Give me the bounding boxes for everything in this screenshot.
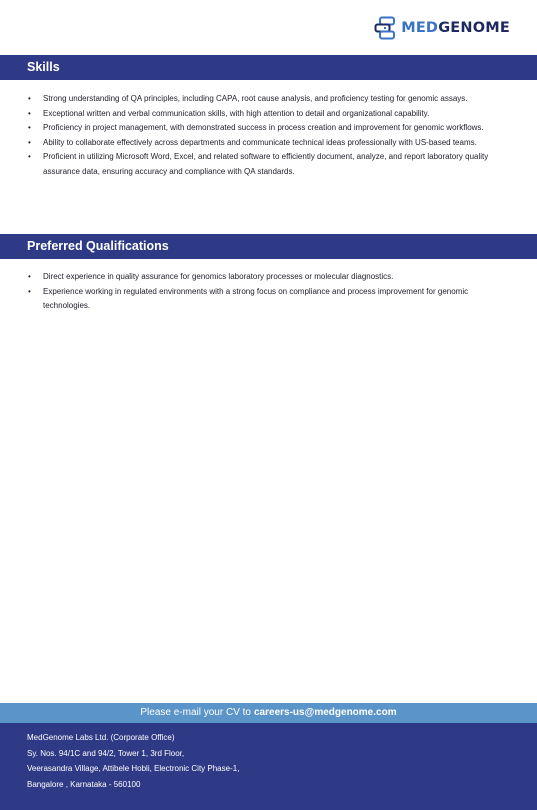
address-line: Veerasandra Village, Attibele Hobli, Electronic City Phase-1, [27, 764, 240, 773]
skills-list [28, 92, 513, 179]
logo-genome-text: GENOME [438, 20, 510, 36]
logo-med-text: MED [401, 20, 439, 36]
logo-wordmark [401, 20, 510, 36]
address-line: Sy. Nos. 94/1C and 94/2, Tower 1, 3rd Floor, [27, 748, 185, 758]
preferred-qualifications-heading: Preferred Qualifications [0, 234, 537, 259]
address-line: MedGenome Labs Ltd. (Corporate Office) [27, 733, 175, 742]
list-item: • Proficiency in project management, with demonstrated success in process creation and improvement for genomic workflows. [28, 121, 513, 136]
list-item: • Direct experience in quality assurance for genomics laboratory processes or molecular diagnostics. [28, 270, 513, 285]
list-item: • Experience working in regulated environments with a strong focus on compliance and process improvement for genomic technologies. [28, 285, 513, 314]
list-item: • Exceptional written and verbal communication skills, with high attention to detail and organizational capability. [28, 107, 513, 122]
list-item: • Proficient in utilizing Microsoft Word, Excel, and related software to efficiently document, analyze, and report laboratory quality assurance data, ensuring accuracy and compliance with QA standards. [28, 150, 513, 179]
email-bar [0, 703, 537, 723]
preferred-qualifications-list [28, 270, 513, 314]
list-item: • Ability to collaborate effectively across departments and communicate technical ideas professionally with US-based teams. [28, 136, 513, 151]
medgenome-logo [374, 16, 510, 40]
skills-heading: Skills [0, 55, 537, 80]
medgenome-emblem-icon [374, 16, 398, 40]
address-line: Bangalore , Karnataka - 560100 [27, 779, 141, 789]
email-prompt: Please e-mail your CV to [140, 707, 251, 718]
list-item: • Strong understanding of QA principles, including CAPA, root cause analysis, and proficiency testing for genomic assays. [28, 92, 513, 107]
office-address [0, 723, 537, 810]
email-link[interactable]: careers-us@medgenome.com [254, 707, 397, 718]
